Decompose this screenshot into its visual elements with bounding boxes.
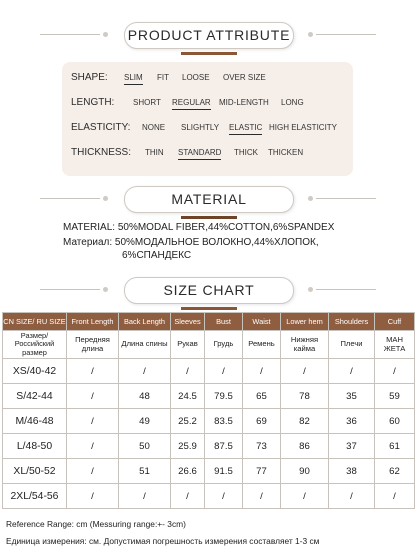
value-cell: / [119, 484, 171, 509]
value-cell: 38 [329, 459, 375, 484]
value-cell: 26.6 [171, 459, 205, 484]
size-chart-title-underline [181, 307, 237, 310]
length-option-short: SHORT [133, 98, 161, 107]
table-row [3, 384, 415, 409]
value-cell: / [67, 384, 119, 409]
material-en-value: 50%MODAL FIBER,44%COTTON,6%SPANDEX [117, 222, 335, 233]
material-divider-dot-right [308, 196, 313, 201]
length-label: LENGTH: [71, 97, 115, 108]
size-divider-dot-right [308, 287, 313, 292]
elasticity-option-none: NONE [142, 123, 166, 132]
header-cell: Грудь [205, 331, 243, 359]
elasticity-option-elastic-text: ELASTIC [229, 123, 263, 132]
value-cell: 61 [375, 434, 415, 459]
thickness-label: THICKNESS: [71, 147, 132, 158]
header-cell: Sleeves [171, 313, 205, 331]
header-cell: Нижняя кайма [281, 331, 329, 359]
value-cell: 49 [119, 409, 171, 434]
shape-option-fit: FIT [157, 73, 169, 82]
size-cell: XL/50-52 [3, 459, 67, 484]
value-cell: 24.5 [171, 384, 205, 409]
material-ru-value-line1: 50%МОДАЛЬНОЕ ВОЛОКНО,44%ХЛОПОК, [114, 237, 319, 248]
value-cell: 78 [281, 384, 329, 409]
header-cell: Рукав [171, 331, 205, 359]
value-cell: 60 [375, 409, 415, 434]
product-attribute-title [124, 22, 294, 49]
size-cell: 2XL/54-56 [3, 484, 67, 509]
value-cell: 77 [243, 459, 281, 484]
value-cell: 79.5 [205, 384, 243, 409]
value-cell: 90 [281, 459, 329, 484]
value-cell: / [329, 359, 375, 384]
selected-mark [178, 159, 221, 161]
size-cell: XS/40-42 [3, 359, 67, 384]
value-cell: 37 [329, 434, 375, 459]
material-en-line [63, 222, 334, 233]
shape-label: SHAPE: [71, 72, 108, 83]
shape-option-loose: LOOSE [182, 73, 210, 82]
length-option-long: LONG [281, 98, 304, 107]
shape-option-over-size: OVER SIZE [223, 73, 266, 82]
table-header-ru-row [3, 331, 415, 359]
header-cell: Front Length [67, 313, 119, 331]
attribute-panel [62, 62, 353, 176]
value-cell: 36 [329, 409, 375, 434]
reference-range-note: Reference Range: cm (Messuring range:+- 3cm) [6, 519, 186, 529]
thickness-option-thicken: THICKEN [268, 148, 304, 157]
length-option-regular-text: REGULAR [172, 98, 211, 107]
thickness-option-standard [178, 148, 221, 157]
table-row [3, 359, 415, 384]
thickness-option-thick: THICK [234, 148, 258, 157]
value-cell: / [67, 434, 119, 459]
header-cell: Bust [205, 313, 243, 331]
value-cell: / [67, 484, 119, 509]
value-cell: 91.5 [205, 459, 243, 484]
size-chart-title [124, 277, 294, 304]
shape-option-slim-text: SLIM [124, 73, 143, 82]
value-cell: / [67, 459, 119, 484]
material-divider-left [40, 198, 100, 199]
size-cell: L/48-50 [3, 434, 67, 459]
value-cell: 83.5 [205, 409, 243, 434]
value-cell: / [243, 359, 281, 384]
header-cell: Waist [243, 313, 281, 331]
header-cell: Back Length [119, 313, 171, 331]
value-cell: 87.5 [205, 434, 243, 459]
header-cell: Длина спины [119, 331, 171, 359]
shape-option-slim [124, 73, 143, 82]
value-cell: 25.9 [171, 434, 205, 459]
material-title-underline [181, 216, 237, 219]
table-header-row [3, 313, 415, 331]
value-cell: / [67, 409, 119, 434]
header-cell: CN SIZE/ RU SIZE [3, 313, 67, 331]
size-table [2, 312, 415, 509]
material-ru-label: Материал: [63, 237, 113, 248]
table-row [3, 409, 415, 434]
value-cell: 50 [119, 434, 171, 459]
elasticity-option-high-elasticity: HIGH ELASTICITY [269, 123, 338, 132]
value-cell: 35 [329, 384, 375, 409]
value-cell: 65 [243, 384, 281, 409]
title-underline [181, 52, 237, 55]
value-cell: / [67, 359, 119, 384]
header-cell: Shoulders [329, 313, 375, 331]
value-cell: / [375, 359, 415, 384]
value-cell: 51 [119, 459, 171, 484]
value-cell: 69 [243, 409, 281, 434]
selected-mark [124, 84, 143, 86]
elasticity-option-slightly: SLIGHTLY [181, 123, 220, 132]
value-cell: / [281, 359, 329, 384]
header-cell: Размер/ Российский размер [3, 331, 67, 359]
title-divider-dot-right [308, 32, 313, 37]
size-cell: S/42-44 [3, 384, 67, 409]
length-option-mid-length: MID-LENGTH [219, 98, 269, 107]
header-cell: Cuff [375, 313, 415, 331]
value-cell: / [205, 484, 243, 509]
material-divider-right [316, 198, 376, 199]
table-row [3, 459, 415, 484]
title-divider-dot-left [103, 32, 108, 37]
elasticity-label: ELASTICITY: [71, 122, 131, 133]
value-cell: / [119, 359, 171, 384]
size-divider-left [40, 289, 100, 290]
thickness-option-thin: THIN [145, 148, 164, 157]
value-cell: / [205, 359, 243, 384]
value-cell: / [171, 484, 205, 509]
value-cell: 86 [281, 434, 329, 459]
material-divider-dot-left [103, 196, 108, 201]
measurement-note-ru: Единица измерения: см. Допустимая погрешность измерения составляет 1-3 см [6, 536, 320, 546]
value-cell: 62 [375, 459, 415, 484]
product-attribute-title-text: PRODUCT ATTRIBUTE [127, 27, 291, 43]
header-cell: Ремень [243, 331, 281, 359]
header-cell: Lower hem [281, 313, 329, 331]
header-cell: Плечи [329, 331, 375, 359]
title-divider-left [40, 34, 100, 35]
table-row [3, 484, 415, 509]
material-title-text: MATERIAL [171, 191, 247, 207]
selected-mark [229, 134, 262, 136]
material-en-label: MATERIAL: [63, 222, 116, 233]
size-table-body [3, 313, 415, 509]
title-divider-right [316, 34, 376, 35]
value-cell: / [171, 359, 205, 384]
size-chart-title-text: SIZE CHART [163, 282, 255, 298]
material-title [124, 186, 294, 213]
value-cell: 73 [243, 434, 281, 459]
header-cell: Передняя длина [67, 331, 119, 359]
selected-mark [172, 109, 211, 111]
value-cell: / [329, 484, 375, 509]
value-cell: 25.2 [171, 409, 205, 434]
elasticity-option-elastic [229, 123, 262, 132]
value-cell: 59 [375, 384, 415, 409]
length-option-regular [172, 98, 211, 107]
material-ru-line-2: 6%СПАНДЕКС [122, 250, 192, 261]
thickness-option-standard-text: STANDARD [178, 148, 222, 157]
value-cell: 48 [119, 384, 171, 409]
value-cell: / [281, 484, 329, 509]
material-ru-line [63, 237, 319, 248]
size-divider-right [316, 289, 376, 290]
table-row [3, 434, 415, 459]
size-divider-dot-left [103, 287, 108, 292]
header-cell: МАН ЖЕТА [375, 331, 415, 359]
value-cell: / [375, 484, 415, 509]
value-cell: 82 [281, 409, 329, 434]
size-cell: M/46-48 [3, 409, 67, 434]
value-cell: / [243, 484, 281, 509]
